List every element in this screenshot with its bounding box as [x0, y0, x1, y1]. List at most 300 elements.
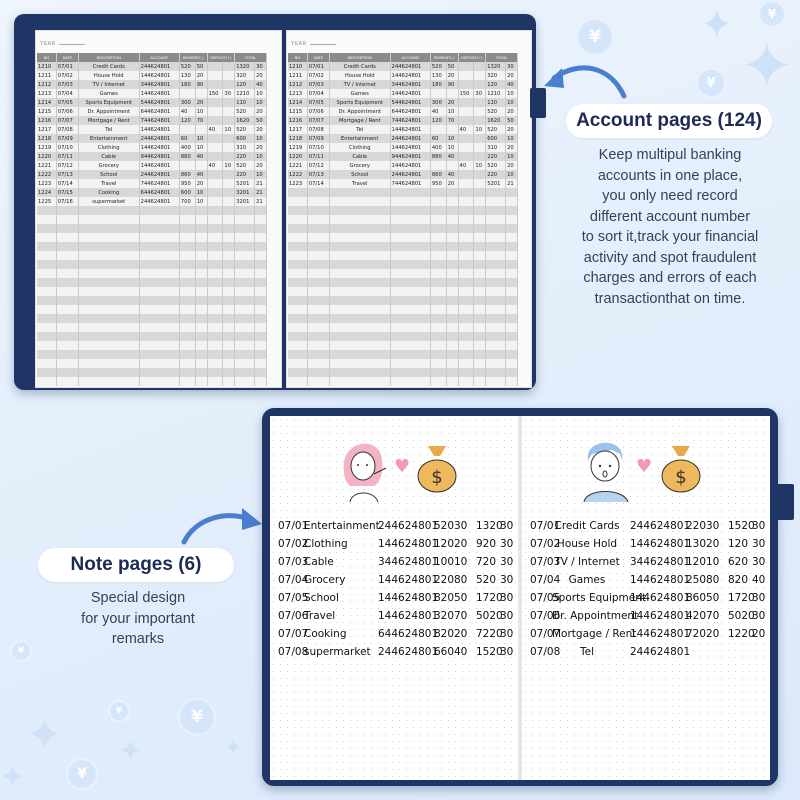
ledger-cell — [78, 242, 139, 251]
ledger-header-cell: DATE — [56, 53, 78, 62]
ledger-cell — [223, 62, 235, 71]
ledger-row — [288, 296, 518, 305]
ledger-row — [288, 224, 518, 233]
ledger-cell: 244624801 — [390, 62, 430, 71]
ledger-row — [37, 80, 267, 89]
note-cell: 620 — [728, 556, 749, 568]
ledger-cell — [255, 224, 267, 233]
ledger-cell — [235, 224, 255, 233]
ledger-cell — [430, 350, 446, 359]
ledger-cell — [430, 287, 446, 296]
ledger-cell — [255, 215, 267, 224]
ledger-cell — [474, 107, 486, 116]
note-row — [278, 538, 514, 552]
ledger-header-cell: ACCOUNT — [390, 53, 430, 62]
ledger-cell: 144624801 — [139, 89, 179, 98]
ledger-cell — [207, 224, 223, 233]
ledger-cell — [207, 350, 223, 359]
ledger-cell: 07/12 — [56, 161, 78, 170]
ledger-cell — [179, 314, 195, 323]
ledger-cell — [474, 260, 486, 269]
ledger-row — [288, 359, 518, 368]
ledger-cell — [446, 125, 458, 134]
ledger-cell: 544624801 — [390, 98, 430, 107]
ledger-cell — [207, 305, 223, 314]
ledger-row — [37, 188, 267, 197]
ledger-cell: 20 — [446, 98, 458, 107]
ledger-cell: Clothing — [78, 143, 139, 152]
ledger-cell — [288, 242, 307, 251]
ledger-cell — [329, 278, 390, 287]
ledger-cell: Clothing — [329, 143, 390, 152]
ledger-cell: 07/10 — [56, 143, 78, 152]
ledger-cell: 144624801 — [139, 125, 179, 134]
note-cell: 10 — [454, 556, 468, 568]
note-cell: 70 — [454, 610, 468, 622]
ledger-cell: 144624801 — [390, 125, 430, 134]
ledger-cell — [486, 287, 506, 296]
ledger-cell — [56, 314, 78, 323]
ledger-cell — [223, 134, 235, 143]
ledger-row — [37, 98, 267, 107]
ledger-cell — [446, 323, 458, 332]
ledger-cell — [255, 359, 267, 368]
ledger-cell — [458, 287, 474, 296]
ledger-cell — [430, 341, 446, 350]
note-cell: Credit Cards — [554, 520, 620, 532]
note-cell: 1220 — [728, 628, 755, 640]
ledger-row — [37, 251, 267, 260]
ledger-row — [288, 377, 518, 386]
note-page-left — [270, 416, 518, 780]
ledger-cell: 1220 — [37, 152, 56, 161]
ledger-cell — [446, 260, 458, 269]
ledger-cell — [329, 233, 390, 242]
ledger-cell — [390, 269, 430, 278]
ledger-cell — [329, 377, 390, 386]
note-cell: Travel — [304, 610, 336, 622]
ledger-cell: 520 — [235, 107, 255, 116]
ledger-row — [37, 305, 267, 314]
ledger-cell: 07/07 — [307, 116, 329, 125]
ledger-cell — [329, 305, 390, 314]
ledger-cell — [307, 341, 329, 350]
ledger-header-cell: DESCRIPTION — [329, 53, 390, 62]
ledger-cell: 320 — [486, 71, 506, 80]
ledger-header-cell: TOTAL — [235, 53, 267, 62]
ledger-row — [288, 233, 518, 242]
ledger-cell: 880 — [179, 152, 195, 161]
ledger-row — [37, 359, 267, 368]
ledger-cell — [56, 260, 78, 269]
ledger-cell — [458, 341, 474, 350]
ledger-cell — [139, 242, 179, 251]
note-cell: 344624801 — [630, 556, 691, 568]
ledger-cell — [235, 278, 255, 287]
ledger-cell: 3201 — [235, 197, 255, 206]
account-pages-description — [560, 145, 780, 309]
ledger-row — [288, 98, 518, 107]
ledger-cell — [458, 179, 474, 188]
ledger-cell — [56, 332, 78, 341]
ledger-cell — [37, 305, 56, 314]
ledger-cell — [223, 305, 235, 314]
ledger-cell: 20 — [506, 107, 518, 116]
ledger-cell — [446, 161, 458, 170]
note-cell: 30 — [500, 592, 514, 604]
ledger-cell — [78, 215, 139, 224]
ledger-cell — [430, 233, 446, 242]
ledger-cell: 520 — [486, 125, 506, 134]
ledger-cell — [307, 323, 329, 332]
ledger-cell: 10 — [195, 197, 207, 206]
ledger-cell: 20 — [506, 143, 518, 152]
note-cell: 30 — [706, 520, 720, 532]
ledger-cell: 120 — [486, 80, 506, 89]
ledger-cell — [474, 242, 486, 251]
desc-line: accounts in one place, — [597, 167, 743, 184]
ledger-row — [37, 269, 267, 278]
ledger-cell — [458, 296, 474, 305]
ledger-cell — [430, 125, 446, 134]
note-cell: 07/05 — [530, 592, 561, 604]
ledger-cell: 30 — [255, 62, 267, 71]
ledger-cell — [430, 314, 446, 323]
ledger-cell — [458, 206, 474, 215]
ledger-cell: Tel — [78, 125, 139, 134]
ledger-cell: 1221 — [37, 161, 56, 170]
ledger-cell — [307, 233, 329, 242]
desc-line: remarks — [111, 631, 165, 647]
ledger-cell — [474, 233, 486, 242]
ledger-cell: 1620 — [235, 116, 255, 125]
ledger-cell — [139, 215, 179, 224]
ledger-cell: 1210 — [37, 62, 56, 71]
ledger-cell — [207, 251, 223, 260]
ledger-cell — [78, 359, 139, 368]
note-cell: House Hold — [556, 538, 618, 550]
heart-icon: ♥ — [394, 456, 411, 477]
ledger-cell: TV / Internet — [329, 80, 390, 89]
ledger-cell: 110 — [486, 98, 506, 107]
ledger-cell: 744624801 — [139, 179, 179, 188]
ledger-cell — [207, 98, 223, 107]
ledger-cell: 10 — [446, 143, 458, 152]
ledger-cell — [458, 242, 474, 251]
note-cell: 07/05 — [278, 592, 309, 604]
ledger-cell — [288, 341, 307, 350]
ledger-cell: 120 — [179, 116, 195, 125]
ledger-cell: 1221 — [288, 161, 307, 170]
ledger-cell: 40 — [255, 80, 267, 89]
yen-coin-icon: ¥ — [696, 68, 726, 98]
ledger-cell: 150 — [207, 89, 223, 98]
note-row — [530, 556, 766, 570]
ledger-cell — [307, 368, 329, 377]
ledger-cell — [255, 233, 267, 242]
ledger-cell — [235, 323, 255, 332]
ledger-cell — [207, 197, 223, 206]
ledger-cell — [179, 332, 195, 341]
ledger-cell: 520 — [486, 161, 506, 170]
note-cell: 720 — [476, 556, 497, 568]
ledger-cell — [390, 359, 430, 368]
ledger-cell: Mortgage / Rent — [78, 116, 139, 125]
ledger-cell — [78, 305, 139, 314]
ledger-cell — [458, 332, 474, 341]
ledger-cell — [474, 80, 486, 89]
ledger-cell: 860 — [179, 170, 195, 179]
ledger-cell — [78, 251, 139, 260]
ledger-cell: 21 — [255, 197, 267, 206]
ledger-cell — [78, 206, 139, 215]
ledger-cell: 244624801 — [139, 197, 179, 206]
note-cell: 244624801 — [630, 646, 691, 658]
yen-coin-icon: ¥ — [576, 18, 614, 56]
ledger-cell: 07/05 — [307, 98, 329, 107]
desc-line: transactionthat on time. — [594, 290, 746, 307]
ledger-cell — [207, 278, 223, 287]
ledger-cell — [506, 206, 518, 215]
ledger-cell — [390, 260, 430, 269]
ledger-header-cell: NO — [37, 53, 56, 62]
ledger-cell — [223, 224, 235, 233]
ledger-header-cell: DESCRIPTION — [78, 53, 139, 62]
ledger-row — [37, 197, 267, 206]
ledger-cell: 950 — [430, 179, 446, 188]
ledger-cell — [307, 287, 329, 296]
ledger-cell — [486, 368, 506, 377]
note-cell: 30 — [752, 538, 766, 550]
ledger-cell: House Hold — [329, 71, 390, 80]
year-label: YEAR — [291, 41, 336, 47]
ledger-cell: 40 — [207, 125, 223, 134]
ledger-cell — [486, 251, 506, 260]
ledger-cell — [486, 341, 506, 350]
ledger-cell — [139, 206, 179, 215]
yen-coin-icon: ¥ — [178, 698, 216, 736]
sparkle-icon: ✦ — [118, 734, 144, 769]
ledger-cell: 07/14 — [307, 179, 329, 188]
ledger-cell — [223, 332, 235, 341]
ledger-cell — [486, 233, 506, 242]
ledger-cell — [486, 305, 506, 314]
ledger-cell — [458, 80, 474, 89]
ledger-cell: 60 — [179, 134, 195, 143]
ledger-cell — [37, 359, 56, 368]
ledger-cell: Sports Equipment — [329, 98, 390, 107]
ledger-cell — [446, 89, 458, 98]
ledger-cell — [329, 323, 390, 332]
ledger-cell — [458, 224, 474, 233]
ledger-cell: 07/09 — [56, 134, 78, 143]
sparkle-icon: ✦ — [26, 710, 63, 761]
ledger-cell: 310 — [486, 143, 506, 152]
ledger-cell: 1320 — [235, 62, 255, 71]
ledger-cell — [207, 332, 223, 341]
ledger-cell: 07/01 — [307, 62, 329, 71]
note-cell: 30 — [752, 556, 766, 568]
note-cell: 5020 — [476, 610, 503, 622]
note-cell: 20 — [454, 628, 468, 640]
ledger-cell — [288, 260, 307, 269]
ledger-cell — [307, 332, 329, 341]
ledger-cell — [37, 314, 56, 323]
ledger-cell — [139, 377, 179, 386]
note-cell: 10 — [706, 556, 720, 568]
ledger-cell — [430, 197, 446, 206]
ledger-cell — [56, 224, 78, 233]
ledger-cell: 40 — [458, 161, 474, 170]
ledger-cell: 1212 — [37, 80, 56, 89]
note-cell: 920 — [476, 538, 497, 550]
ledger-cell — [195, 359, 207, 368]
ledger-cell: Credit Cards — [329, 62, 390, 71]
ledger-cell — [430, 206, 446, 215]
ledger-cell: 50 — [506, 116, 518, 125]
ledger-cell — [486, 188, 506, 197]
ledger-cell — [56, 269, 78, 278]
ledger-cell — [506, 359, 518, 368]
ledger-cell — [223, 188, 235, 197]
ledger-cell — [474, 170, 486, 179]
ledger-cell: 90 — [446, 80, 458, 89]
ledger-cell: 1216 — [288, 116, 307, 125]
ledger-cell — [458, 260, 474, 269]
ledger-cell — [195, 251, 207, 260]
note-cell: 07/04 — [530, 574, 561, 586]
ledger-cell — [430, 359, 446, 368]
ledger-table-right — [288, 53, 518, 386]
ledger-cell — [235, 305, 255, 314]
note-cell: 660 — [434, 646, 455, 658]
ledger-row — [288, 62, 518, 71]
ledger-cell — [506, 224, 518, 233]
ledger-cell: 10 — [255, 152, 267, 161]
ledger-cell — [139, 332, 179, 341]
ledger-cell — [223, 143, 235, 152]
ledger-cell — [195, 350, 207, 359]
ledger-cell — [288, 332, 307, 341]
ledger-cell: 07/12 — [307, 161, 329, 170]
ledger-cell — [139, 224, 179, 233]
ledger-cell — [78, 323, 139, 332]
ledger-cell — [430, 251, 446, 260]
ledger-cell — [179, 269, 195, 278]
ledger-cell — [255, 278, 267, 287]
ledger-cell — [37, 206, 56, 215]
ledger-cell — [195, 233, 207, 242]
note-cell: 144624801 — [378, 538, 439, 550]
ledger-cell — [446, 341, 458, 350]
ledger-header-cell: PAYMENT(-) — [430, 53, 458, 62]
ledger-cell: 20 — [195, 71, 207, 80]
ledger-cell: Mortgage / Rent — [329, 116, 390, 125]
ledger-cell: 1217 — [288, 125, 307, 134]
ledger-header-cell: PAYMENT(-) — [179, 53, 207, 62]
ledger-cell — [139, 287, 179, 296]
ledger-cell: Dr. Appointment — [329, 107, 390, 116]
ledger-cell: 07/02 — [307, 71, 329, 80]
ledger-cell — [329, 314, 390, 323]
ledger-cell — [329, 242, 390, 251]
ledger-cell: School — [78, 170, 139, 179]
ledger-cell — [37, 233, 56, 242]
ledger-cell — [235, 314, 255, 323]
ledger-cell: 07/10 — [307, 143, 329, 152]
ledger-cell: 10 — [195, 143, 207, 152]
ledger-cell — [474, 269, 486, 278]
ledger-cell — [235, 359, 255, 368]
ledger-cell: Games — [329, 89, 390, 98]
ledger-cell — [506, 314, 518, 323]
note-cell: 20 — [706, 538, 720, 550]
ledger-cell: 1210 — [288, 62, 307, 71]
ledger-cell: 07/14 — [56, 179, 78, 188]
ledger-cell — [223, 251, 235, 260]
note-cell: 20 — [752, 628, 766, 640]
ledger-cell: 860 — [430, 170, 446, 179]
ledger-cell — [288, 269, 307, 278]
ledger-cell: 21 — [506, 179, 518, 188]
ledger-cell — [458, 233, 474, 242]
ledger-cell: 1224 — [37, 188, 56, 197]
ledger-cell — [474, 251, 486, 260]
ledger-cell — [288, 359, 307, 368]
note-cell: 820 — [728, 574, 749, 586]
ledger-cell — [37, 224, 56, 233]
ledger-cell — [78, 377, 139, 386]
ledger-cell — [486, 296, 506, 305]
ledger-cell — [329, 350, 390, 359]
ledger-cell — [446, 251, 458, 260]
ledger-cell: Cable — [329, 152, 390, 161]
ledger-cell: 10 — [195, 107, 207, 116]
ledger-cell — [307, 305, 329, 314]
ledger-cell: 700 — [179, 197, 195, 206]
note-cell: 144624801 — [378, 592, 439, 604]
boy-illustration — [572, 430, 642, 504]
ledger-cell — [474, 359, 486, 368]
ledger-cell — [307, 269, 329, 278]
ledger-cell — [288, 350, 307, 359]
ledger-cell — [139, 368, 179, 377]
ledger-cell — [506, 242, 518, 251]
note-cell: 30 — [752, 520, 766, 532]
note-cell: Tel — [579, 646, 594, 658]
ledger-cell: 180 — [430, 80, 446, 89]
ledger-cell — [195, 269, 207, 278]
ledger-cell — [223, 98, 235, 107]
ledger-cell — [458, 251, 474, 260]
ledger-cell — [207, 368, 223, 377]
ledger-cell — [288, 278, 307, 287]
ledger-cell — [506, 278, 518, 287]
ledger-cell — [207, 296, 223, 305]
ledger-cell — [255, 368, 267, 377]
note-cell: 1320 — [476, 520, 503, 532]
ledger-cell — [37, 296, 56, 305]
ledger-cell: 5201 — [486, 179, 506, 188]
ledger-cell — [255, 296, 267, 305]
ledger-row — [37, 224, 267, 233]
ledger-cell — [223, 287, 235, 296]
ledger-cell — [207, 116, 223, 125]
note-cell: 80 — [454, 574, 468, 586]
ledger-cell — [37, 323, 56, 332]
ledger-cell — [506, 188, 518, 197]
note-row — [530, 592, 766, 606]
